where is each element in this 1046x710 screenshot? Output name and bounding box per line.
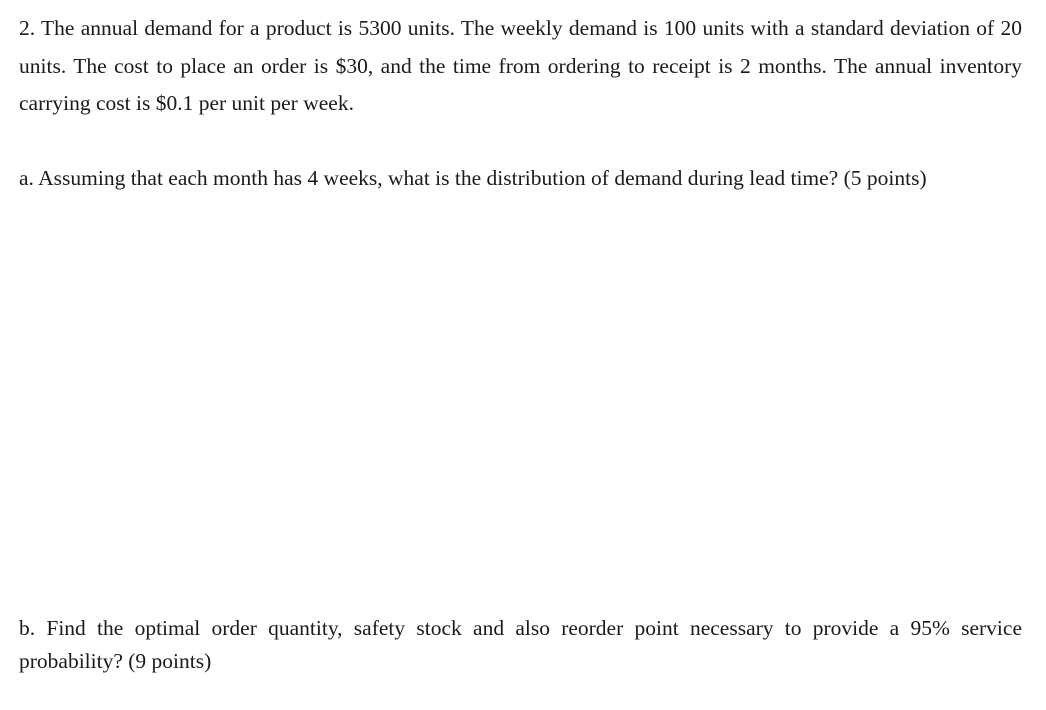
question-part-a: a. Assuming that each month has 4 weeks, what is the distribution of demand during lead time? (5 points): [19, 166, 927, 190]
problem-statement: 2. The annual demand for a product is 5300 units. The weekly demand is 100 units with a standard deviation of 20 units. The cost to place an order is $30, and the time from ordering to receipt is 2 months. The annual inventory carrying cost is $0.1 per unit per week.: [19, 16, 1022, 115]
question-part-b: b. Find the optimal order quantity, safety stock and also reorder point necessary to provide a 95% service probability? (9 points): [19, 616, 1022, 673]
